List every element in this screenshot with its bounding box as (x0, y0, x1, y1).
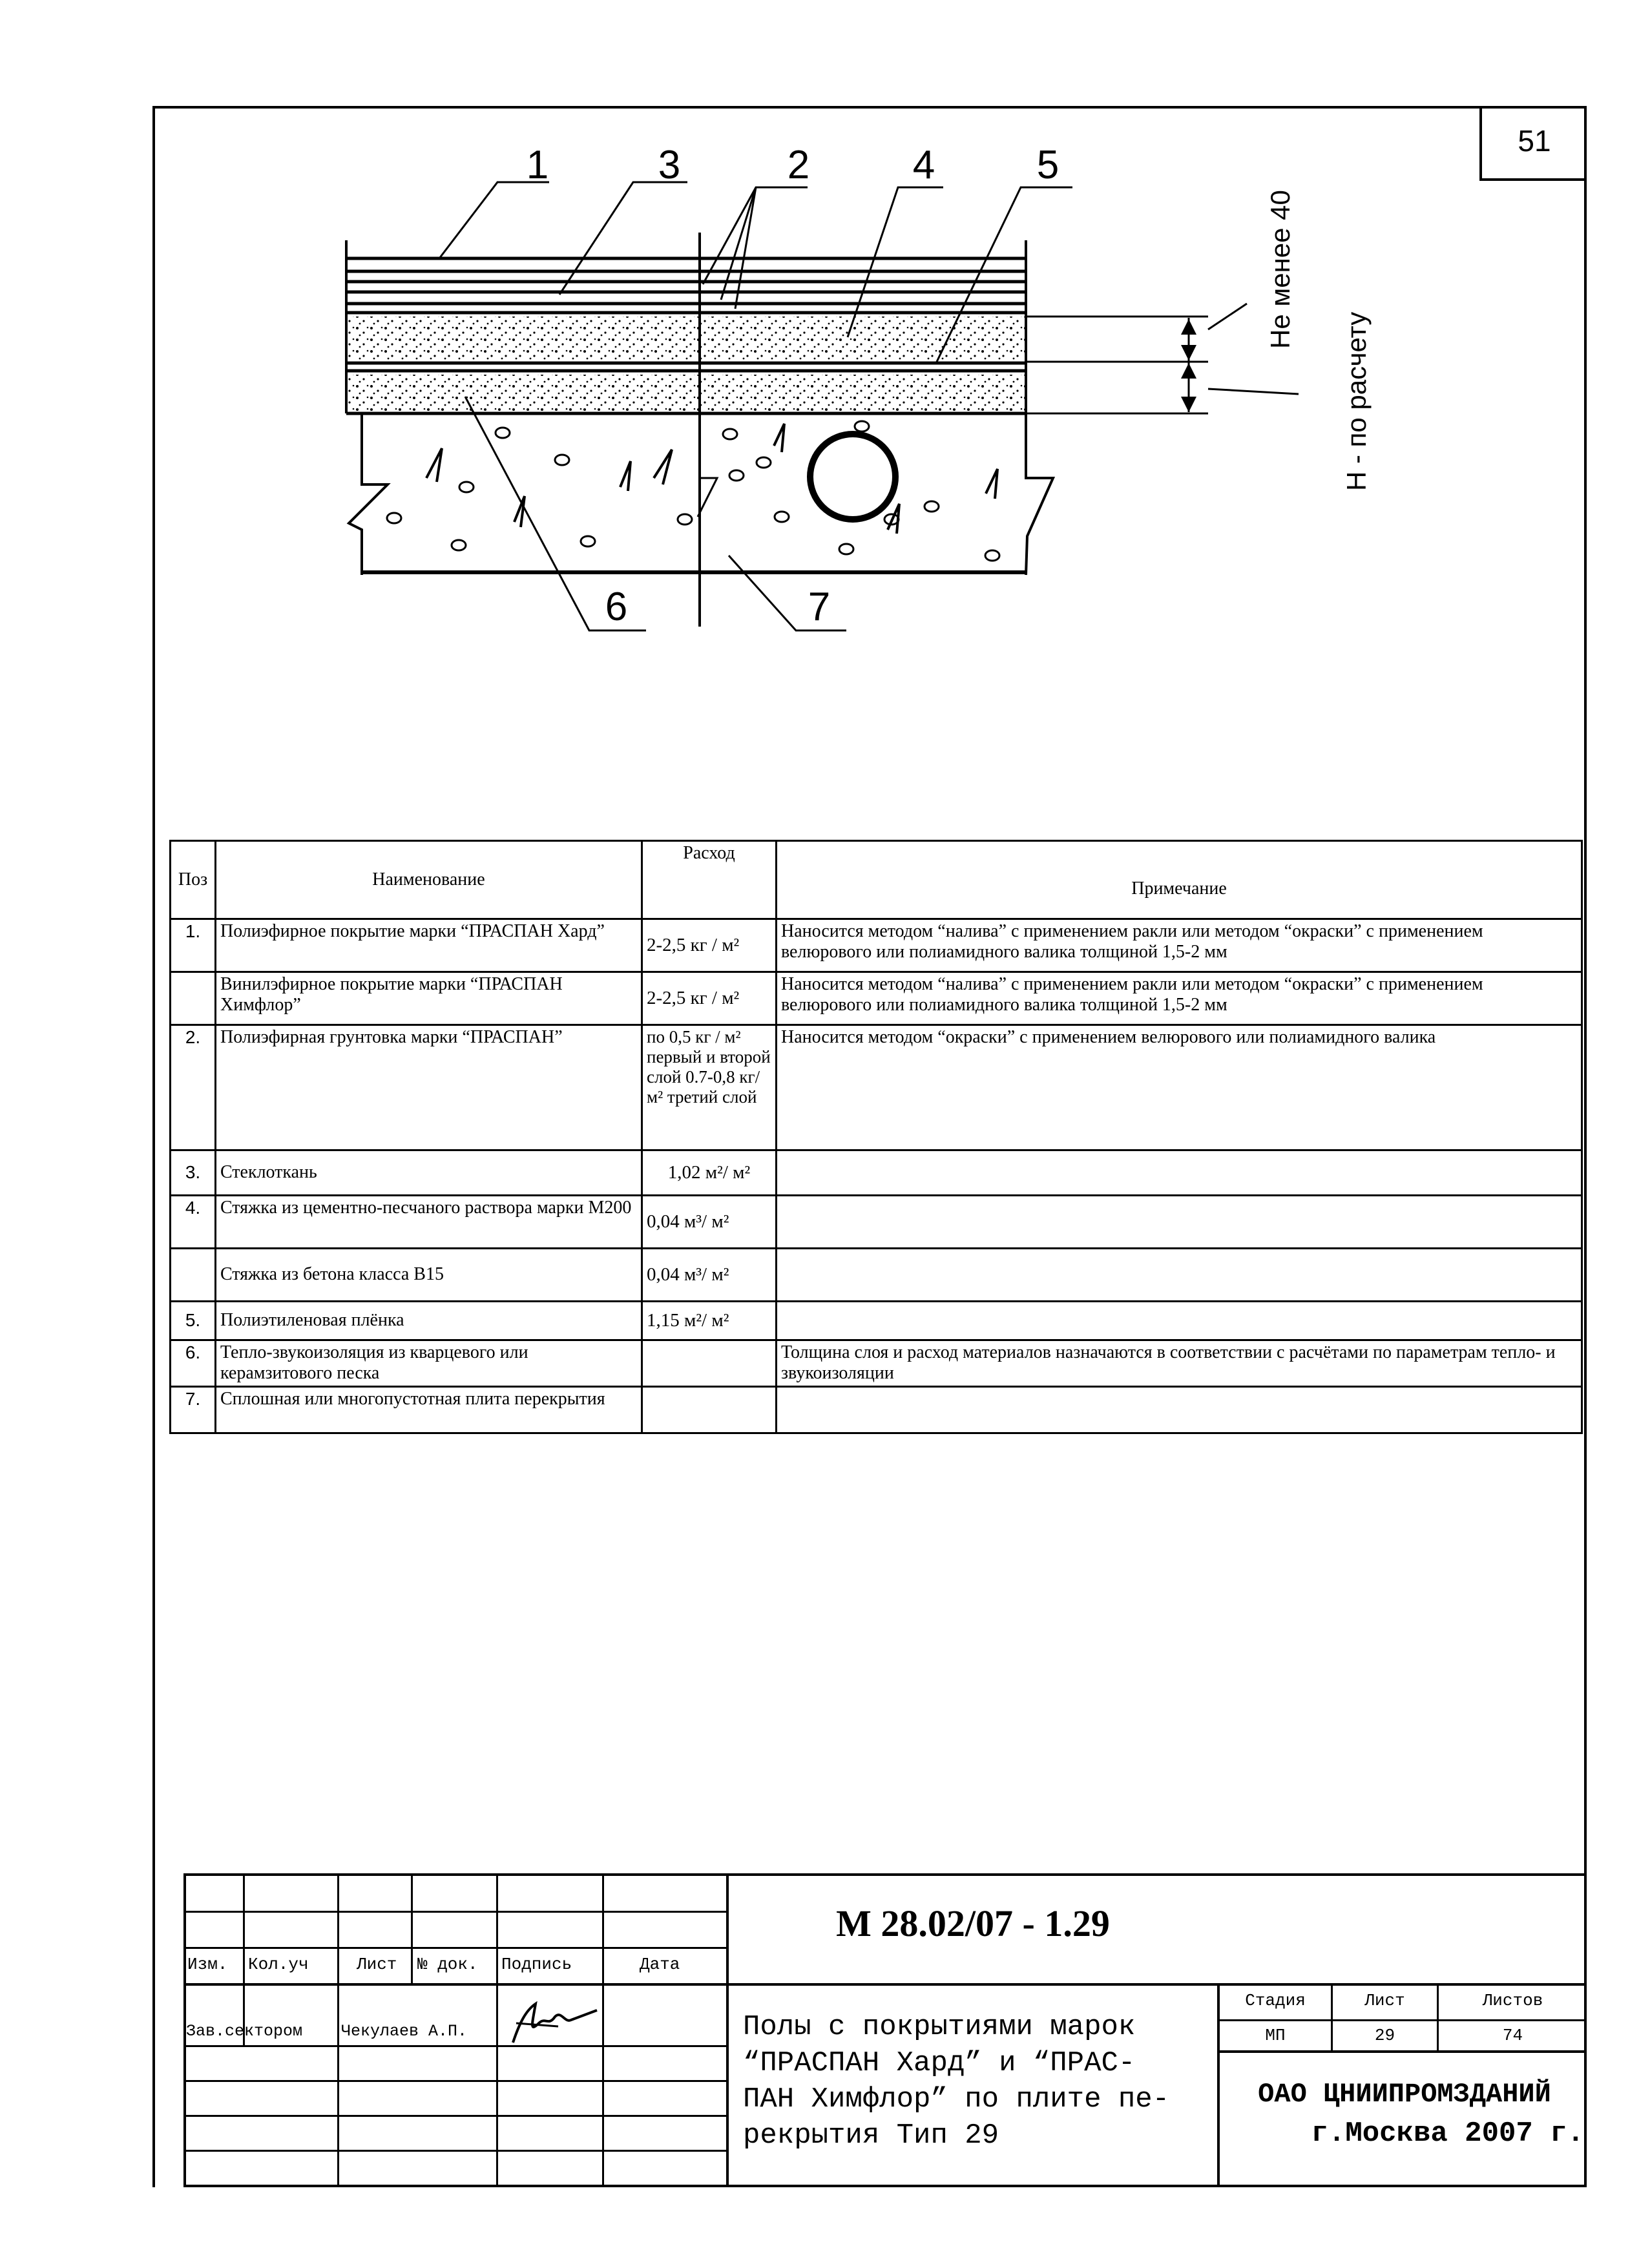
header-rate: Расход (642, 841, 777, 919)
table-row (171, 1196, 1582, 1249)
col-list: Лист (357, 1955, 397, 1974)
row-note (777, 1387, 1582, 1433)
row-name: Сплошная или многопустотная плита перекрытия (216, 1387, 642, 1433)
row-name: Полиэфирная грунтовка марки “ПРАСПАН” (216, 1025, 642, 1150)
table-row (171, 1387, 1582, 1433)
col-data: Дата (640, 1955, 680, 1974)
table-row (171, 919, 1582, 972)
row-pos: 2. (171, 1025, 216, 1150)
row-name: Полиэфирное покрытие марки “ПРАСПАН Хард” (216, 919, 642, 972)
callout-1: 1 (526, 143, 549, 187)
row-note: Наносится методом “налива” с применением ракли или методом “окраски” с применением велюрового или полиамидного валика толщиной 1,5-2 мм (777, 972, 1582, 1025)
row-pos: 7. (171, 1387, 216, 1433)
header-name: Наименование (216, 841, 642, 919)
specification-table (169, 840, 1583, 1434)
row-pos: 1. (171, 919, 216, 972)
row-name: Тепло-звукоизоляция из кварцевого или керамзитового песка (216, 1340, 642, 1387)
sheets-value: 74 (1502, 2026, 1523, 2045)
col-izm: Изм. (187, 1955, 228, 1974)
title-line: Полы с покрытиями марок (743, 2011, 1136, 2043)
sheets-label: Листов (1482, 1991, 1543, 2010)
header-pos: Поз (171, 841, 216, 919)
row-note: Наносится методом “окраски” с применением велюрового или полиамидного валика (777, 1025, 1582, 1150)
table-row (171, 1340, 1582, 1387)
organization: ОАО ЦНИИПРОМЗДАНИЙ (1258, 2079, 1551, 2110)
drawing-title (743, 2009, 1169, 2154)
table-header (171, 841, 1582, 919)
role-label: Зав.сектором (186, 2022, 303, 2041)
stage-label: Стадия (1245, 1991, 1306, 2010)
sheet-label: Лист (1364, 1991, 1405, 2010)
row-pos: 4. (171, 1196, 216, 1249)
dimension-calc-label: H - по расчету (1341, 311, 1372, 491)
title-line: рекрытия Тип 29 (743, 2119, 999, 2152)
row-rate (642, 1387, 777, 1433)
row-pos (171, 1249, 216, 1302)
callout-6: 6 (605, 585, 628, 629)
row-pos: 5. (171, 1302, 216, 1340)
stage-value: МП (1265, 2026, 1286, 2045)
col-podpis: Подпись (501, 1955, 572, 1974)
row-pos: 6. (171, 1340, 216, 1387)
sheet-value: 29 (1374, 2026, 1395, 2045)
title-block (183, 1873, 1587, 2187)
table-row (171, 1302, 1582, 1340)
header-note: Примечание (777, 841, 1582, 919)
callout-5: 5 (1036, 143, 1060, 187)
table-row (171, 1025, 1582, 1150)
row-note: Толщина слоя и расход материалов назначаются в соответствии с расчётами по параметрам тепло- и звукоизоляции (777, 1340, 1582, 1387)
title-line: ПАН Химфлор” по плите пе- (743, 2083, 1170, 2116)
row-rate: 2-2,5 кг / м² (642, 972, 777, 1025)
row-name: Стяжка из бетона класса В15 (216, 1249, 642, 1302)
floor-section-drawing (0, 0, 1650, 840)
row-name: Стеклоткань (216, 1150, 642, 1196)
callout-7: 7 (808, 585, 831, 629)
row-name: Полиэтиленовая плёнка (216, 1302, 642, 1340)
row-rate: 1,15 м²/ м² (642, 1302, 777, 1340)
row-note (777, 1150, 1582, 1196)
page-number: 51 (1479, 106, 1587, 181)
dimension-min-label: Не менее 40 (1265, 190, 1295, 349)
row-name: Винилэфирное покрытие марки “ПРАСПАН Химфлор” (216, 972, 642, 1025)
title-line: “ПРАСПАН Хард” и “ПРАС- (743, 2047, 1136, 2079)
row-rate: 0,04 м³/ м² (642, 1196, 777, 1249)
signature (500, 1997, 603, 2049)
col-n-dok: № док. (417, 1955, 478, 1974)
table-row (171, 972, 1582, 1025)
row-pos: 3. (171, 1150, 216, 1196)
callout-3: 3 (658, 143, 681, 187)
row-rate: 1,02 м²/ м² (642, 1150, 777, 1196)
row-rate: 2-2,5 кг / м² (642, 919, 777, 972)
row-note (777, 1302, 1582, 1340)
row-pos (171, 972, 216, 1025)
row-rate (642, 1340, 777, 1387)
table-row (171, 1249, 1582, 1302)
person-name: Чекулаев А.П. (341, 2022, 468, 2041)
city-year: г.Москва 2007 г. (1311, 2117, 1584, 2150)
row-note: Наносится методом “налива” с применением ракли или методом “окраски” с применением велюрового или полиамидного валика толщиной 1,5-2 мм (777, 919, 1582, 972)
row-name: Стяжка из цементно-песчаного раствора марки М200 (216, 1196, 642, 1249)
callout-2: 2 (787, 143, 810, 187)
table-row (171, 1150, 1582, 1196)
callout-4: 4 (912, 143, 935, 187)
row-note (777, 1249, 1582, 1302)
row-rate: по 0,5 кг / м² первый и второй слой 0.7-0,8 кг/м² третий слой (642, 1025, 777, 1150)
row-note (777, 1196, 1582, 1249)
col-kol-uch: Кол.уч (248, 1955, 309, 1974)
document-code: М 28.02/07 - 1.29 (836, 1902, 1110, 1944)
row-rate: 0,04 м³/ м² (642, 1249, 777, 1302)
